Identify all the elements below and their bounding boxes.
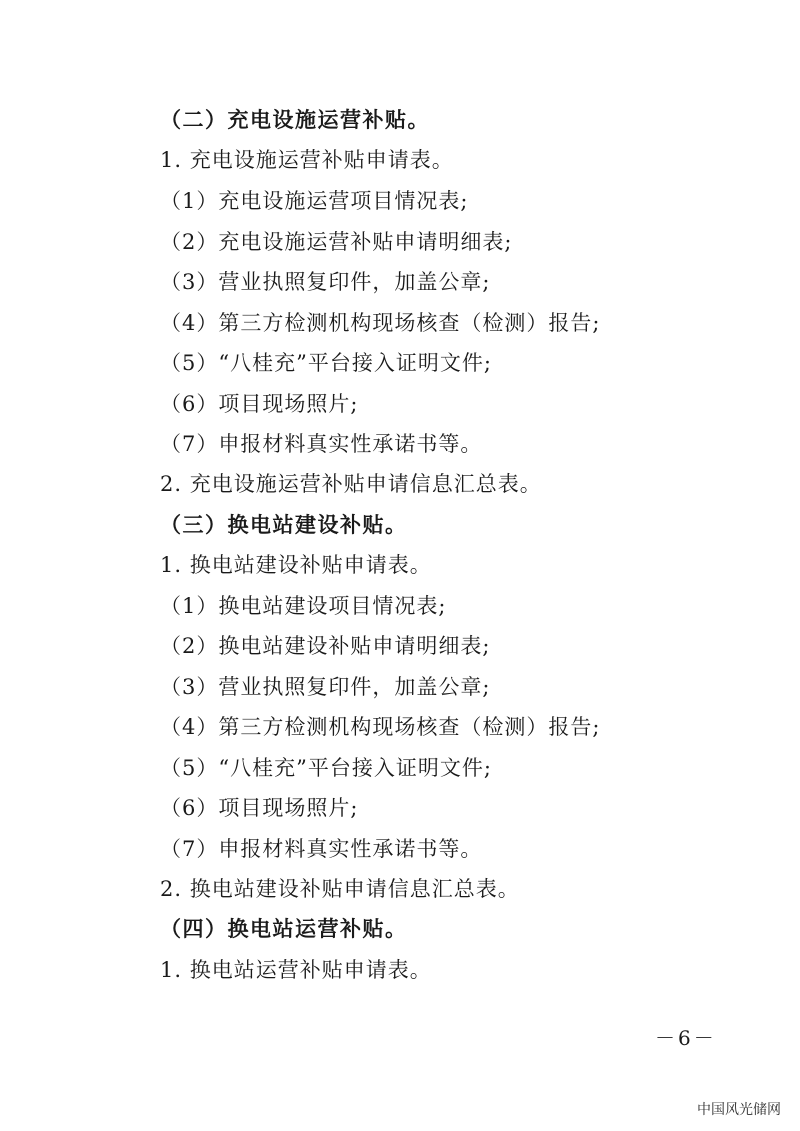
list-item: （2）换电站建设补贴申请明细表; — [160, 634, 491, 658]
list-item: （5）“八桂充”平台接入证明文件; — [160, 756, 492, 780]
page-number: －6－ — [655, 1026, 717, 1050]
list-item: （6）项目现场照片; — [160, 392, 359, 416]
section-heading: （二）充电设施运营补贴。 — [160, 107, 430, 132]
list-item: 2. 换电站建设补贴申请信息汇总表。 — [160, 877, 520, 901]
list-item: （3）营业执照复印件，加盖公章; — [160, 675, 491, 699]
section-heading: （四）换电站运营补贴。 — [160, 916, 408, 941]
list-item: （1）换电站建设项目情况表; — [160, 594, 447, 618]
list-item: （7）申报材料真实性承诺书等。 — [160, 837, 483, 861]
list-item: （5）“八桂充”平台接入证明文件; — [160, 351, 492, 375]
list-item: （7）申报材料真实性承诺书等。 — [160, 432, 483, 456]
list-item: （4）第三方检测机构现场核查（检测）报告; — [160, 715, 601, 739]
list-item: 1. 换电站运营补贴申请表。 — [160, 958, 432, 982]
list-item: （4）第三方检测机构现场核查（检测）报告; — [160, 311, 601, 335]
list-item: （6）项目现场照片; — [160, 796, 359, 820]
watermark: 中国风光储网 — [697, 1102, 781, 1118]
list-item: （3）营业执照复印件，加盖公章; — [160, 270, 491, 294]
list-item: 1. 充电设施运营补贴申请表。 — [160, 148, 454, 172]
list-item: 2. 充电设施运营补贴申请信息汇总表。 — [160, 472, 542, 496]
list-item: （1）充电设施运营项目情况表; — [160, 189, 469, 213]
list-item: 1. 换电站建设补贴申请表。 — [160, 553, 432, 577]
list-item: （2）充电设施运营补贴申请明细表; — [160, 230, 513, 254]
section-heading: （三）换电站建设补贴。 — [160, 512, 408, 537]
